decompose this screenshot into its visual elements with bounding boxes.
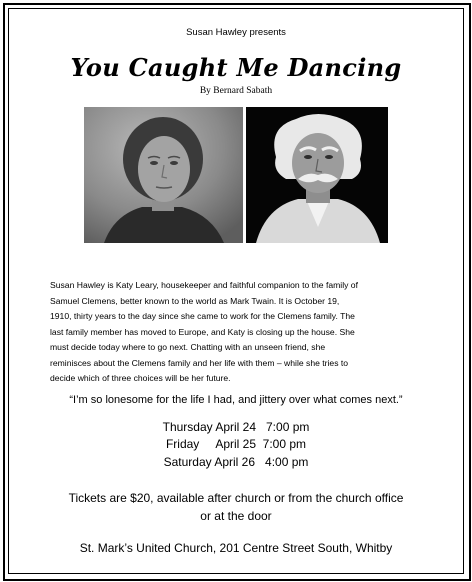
pull-quote: “I’m so lonesome for the life I had, and jittery over what comes next.”	[69, 394, 403, 406]
synopsis-paragraph	[50, 278, 426, 387]
portrait-katy-leary	[84, 107, 243, 243]
schedule-friday: Friday April 25 7:00 pm	[165, 437, 307, 451]
ticket-line: Tickets are $20, available after church or from the church office	[68, 491, 404, 505]
schedule-saturday: Saturday April 26 4:00 pm	[163, 455, 309, 469]
portrait-mark-twain	[246, 107, 388, 243]
venue-address: St. Mark’s United Church, 201 Centre Street South, Whitby	[79, 541, 393, 555]
synopsis-line: Samuel Clemens, better known to the world as Mark Twain. It is October 19,	[50, 295, 340, 306]
presenter-line: Susan Hawley presents	[186, 27, 286, 38]
synopsis-line: decide which of three choices will be her future.	[50, 373, 231, 383]
synopsis-line: last family member has moved to Europe, and Katy is closing up the house. She	[50, 326, 355, 337]
ticket-info	[44, 489, 428, 525]
synopsis-line: 1910, thirty years to the day since she came to work for the Clemens family. The	[50, 311, 355, 321]
author-line: By Bernard Sabath	[199, 86, 273, 96]
synopsis-line: reminisces about the Clemens family and her life with them – while she tries to	[50, 357, 349, 368]
play-title: You Caught Me Dancing	[70, 53, 402, 82]
schedule-thursday: Thursday April 24 7:00 pm	[162, 420, 310, 434]
synopsis-line: Susan Hawley is Katy Leary, housekeeper and faithful companion to the family of	[50, 280, 358, 290]
ticket-line: or at the door	[200, 509, 272, 523]
synopsis-line: must decide today where to go next. Chatting with an unseen friend, she	[50, 342, 326, 352]
